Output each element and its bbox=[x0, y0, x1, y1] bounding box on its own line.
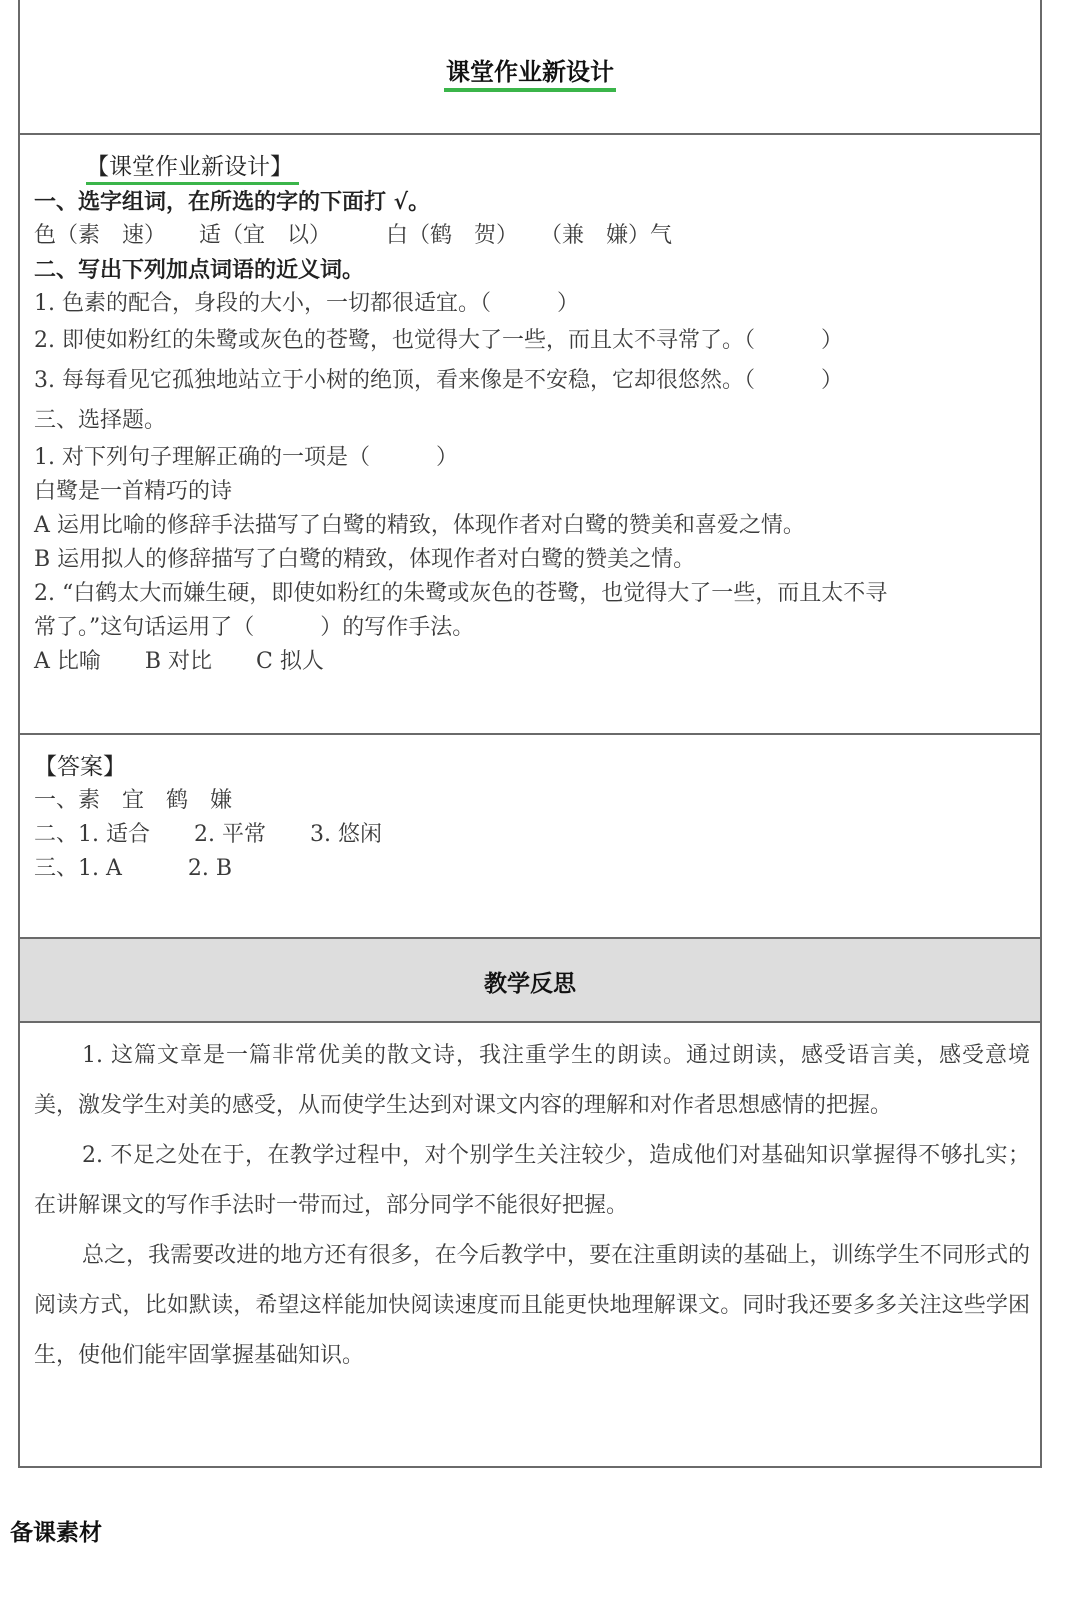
title-cell bbox=[20, 0, 1040, 133]
reflection-paragraph: 2. 不足之处在于，在教学过程中，对个别学生关注较少，造成他们对基础知识掌握得不够扎实；在讲解课文的写作手法时一带而过，部分同学不能很好把握。 bbox=[34, 1143, 1030, 1218]
homework-heading: 【课堂作业新设计】 bbox=[86, 152, 299, 185]
reflection-header-cell bbox=[20, 939, 1040, 1022]
homework-line: B 运用拟人的修辞描写了白鹭的精致，体现作者对白鹭的赞美之情。 bbox=[34, 547, 696, 572]
reflection-paragraph: 总之，我需要改进的地方还有很多，在今后教学中，要在注重朗读的基础上，训练学生不同形式的阅读方式，比如默读，希望这样能加快阅读速度而且能更快地理解课文。同时我还要多多关注这些学困生，使他们能牢固掌握基础知识。 bbox=[34, 1243, 1030, 1368]
reflection-paragraph: 1. 这篇文章是一篇非常优美的散文诗，我注重学生的朗读。通过朗读，感受语言美，感受意境美，激发学生对美的感受，从而使学生达到对课文内容的理解和对作者思想感情的把握。 bbox=[34, 1043, 1030, 1118]
page-title-text: 课堂作业新设计 bbox=[444, 58, 616, 92]
answers-cell bbox=[20, 734, 1040, 938]
reflection-title: 教学反思 bbox=[484, 971, 576, 997]
homework-line: 三、选择题。 bbox=[34, 408, 167, 433]
homework-line: 1. 色素的配合，身段的大小，一切都很适宜。（ ） bbox=[34, 291, 579, 316]
homework-line: A 比喻 B 对比 C 拟人 bbox=[34, 649, 324, 674]
homework-line: 二、写出下列加点词语的近义词。 bbox=[34, 257, 365, 283]
page-title bbox=[20, 58, 1040, 92]
section-label: 备课素材 bbox=[10, 1520, 102, 1546]
reflection-body-cell bbox=[20, 1023, 1040, 1466]
answers-heading: 【答案】 bbox=[34, 754, 126, 780]
homework-line: 1. 对下列句子理解正确的一项是（ ） bbox=[34, 445, 458, 470]
homework-cell bbox=[20, 134, 1040, 734]
homework-line: 2. “白鹤太大而嫌生硬，即使如粉红的朱鹭或灰色的苍鹭，也觉得大了一些，而且太不寻 bbox=[34, 581, 888, 606]
answer-line: 一、素 宜 鹤 嫌 bbox=[34, 788, 233, 813]
lesson-table bbox=[18, 0, 1042, 1468]
homework-line: 2. 即使如粉红的朱鹭或灰色的苍鹭，也觉得大了一些，而且太不寻常了。（ ） bbox=[34, 328, 843, 353]
homework-line: 一、选字组词，在所选的字的下面打 √。 bbox=[34, 189, 431, 215]
homework-line: 3. 每每看见它孤独地站立于小树的绝顶，看来像是不安稳，它却很悠然。（ ） bbox=[34, 368, 843, 393]
homework-line: 色（素 速） 适（宜 以） 白（鹤 贺） （兼 嫌）气 bbox=[34, 223, 673, 248]
homework-line: A 运用比喻的修辞手法描写了白鹭的精致，体现作者对白鹭的赞美和喜爱之情。 bbox=[34, 513, 805, 538]
homework-line: 白鹭是一首精巧的诗 bbox=[34, 479, 233, 504]
answer-line: 三、1. A 2. B bbox=[34, 856, 233, 881]
homework-line: 常了。”这句话运用了（ ）的写作手法。 bbox=[34, 615, 475, 640]
answer-line: 二、1. 适合 2. 平常 3. 悠闲 bbox=[34, 822, 382, 847]
